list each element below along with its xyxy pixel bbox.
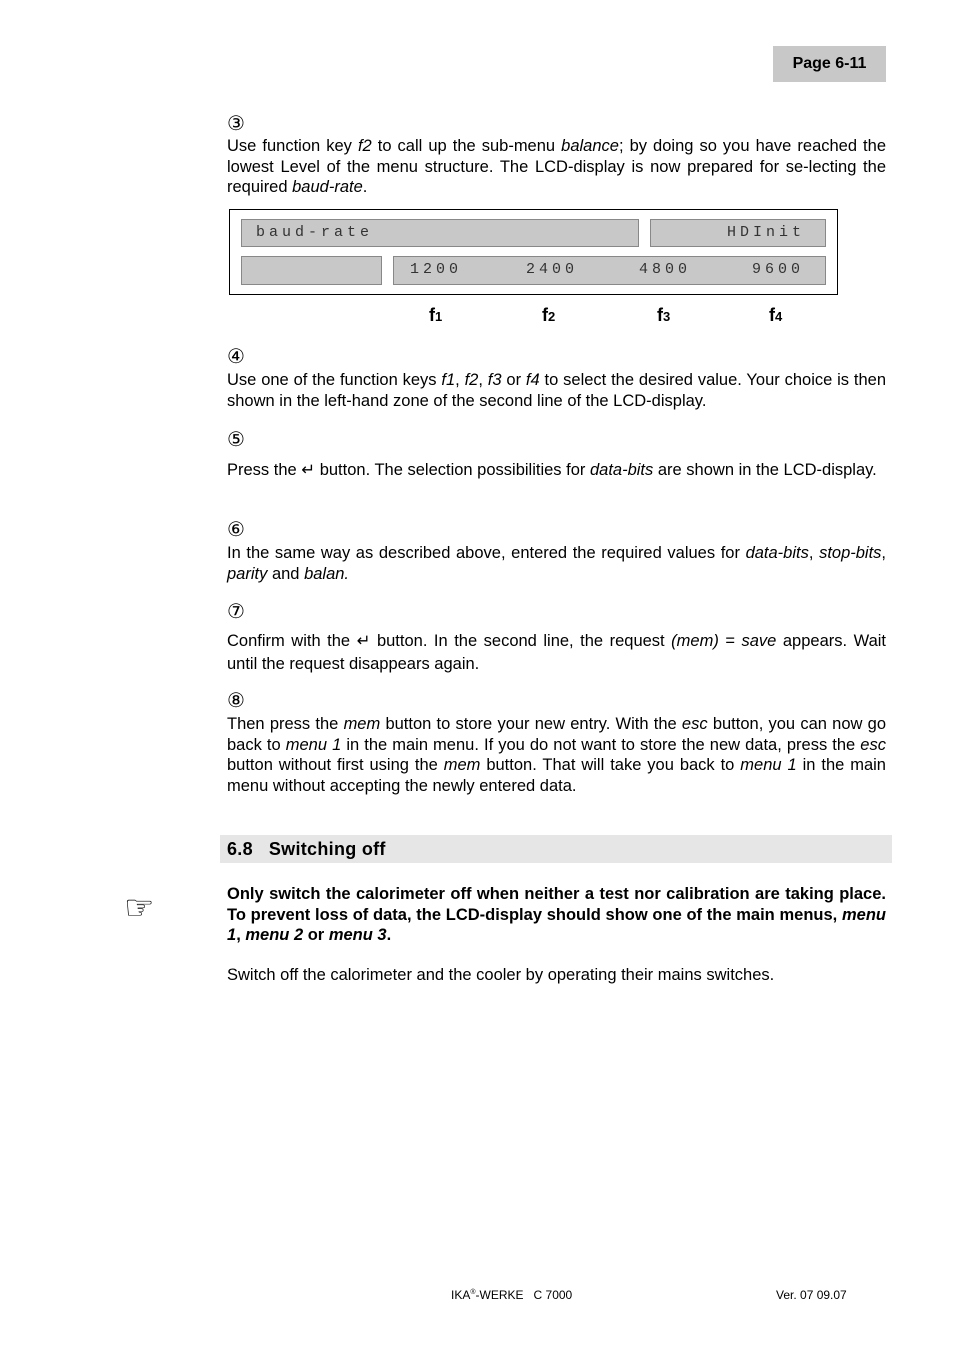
warning-note: Only switch the calorimeter off when neither a test nor calibration are taking place. To prevent loss of data, the LCD-display should show one of the main menus, menu 1, menu 2 or menu 3. — [227, 885, 886, 944]
section-number: 6.8 — [227, 839, 253, 859]
step-7-text: Confirm with the ↵ button. In the second line, the request (mem) = save appears. Wait until the request disappears again. — [227, 631, 886, 673]
switch-off-instruction: Switch off the calorimeter and the cooler by operating their mains switches. — [227, 966, 775, 984]
function-key-f4-label: f4 — [769, 305, 783, 325]
lcd-option-3: 4800 — [639, 261, 692, 278]
function-key-f1-label: f1 — [429, 305, 443, 325]
step-5-text: Press the ↵ button. The selection possibilities for data-bits are shown in the LCD-display. — [227, 460, 877, 479]
step-4-text: Use one of the function keys f1, f2, f3 or f4 to select the desired value. Your choice is then shown in the left-hand zone of the second line of the LCD-display. — [227, 371, 887, 410]
page-number: Page 6-11 — [792, 54, 867, 72]
lcd-option-2: 2400 — [526, 261, 579, 278]
lcd-line1-hdinit: HDInit — [650, 219, 826, 247]
step-3-number: ③ — [227, 111, 245, 135]
footer-brand: IKA®-WERKE C 7000 — [451, 1288, 573, 1302]
enter-key-icon: ↵ — [356, 631, 371, 650]
function-key-f3-label: f3 — [657, 305, 671, 325]
function-key-f2-label: f2 — [542, 305, 556, 325]
footer-version: Ver. 07 09.07 — [776, 1288, 847, 1302]
lcd-line1-title: baud-rate — [241, 219, 639, 247]
step-8-number: ⑧ — [227, 688, 245, 712]
lcd-line2-options — [393, 256, 826, 285]
step-7-number: ⑦ — [227, 599, 245, 623]
lcd-line2-selection-zone — [241, 256, 382, 285]
enter-key-icon: ↵ — [301, 460, 316, 479]
step-5-number: ⑤ — [227, 427, 245, 451]
page-number-badge — [773, 46, 886, 82]
section-title: Switching off — [268, 839, 386, 859]
pointing-hand-icon: ☞ — [124, 888, 155, 928]
step-4-number: ④ — [227, 344, 245, 368]
lcd-option-4: 9600 — [752, 261, 805, 278]
section-heading — [227, 839, 386, 859]
step-8-text: Then press the mem button to store your new entry. With the esc button, you can now go back to menu 1 in the main menu. If you do not want to store the new data, press the esc button without first using the mem button. That will take you back to menu 1 in the main menu without accepting the newly entered data. — [227, 715, 886, 795]
lcd-display — [229, 209, 838, 295]
lcd-option-1: 1200 — [410, 261, 463, 278]
step-3-text: Use function key f2 to call up the sub-menu balance; by doing so you have reached the lowest Level of the menu structure. The LCD-display is now prepared for se-lecting the required baud-rate. — [227, 137, 886, 196]
step-6-number: ⑥ — [227, 517, 245, 541]
step-6-text: In the same way as described above, entered the required values for data-bits, stop-bits, parity and balan. — [227, 544, 887, 583]
